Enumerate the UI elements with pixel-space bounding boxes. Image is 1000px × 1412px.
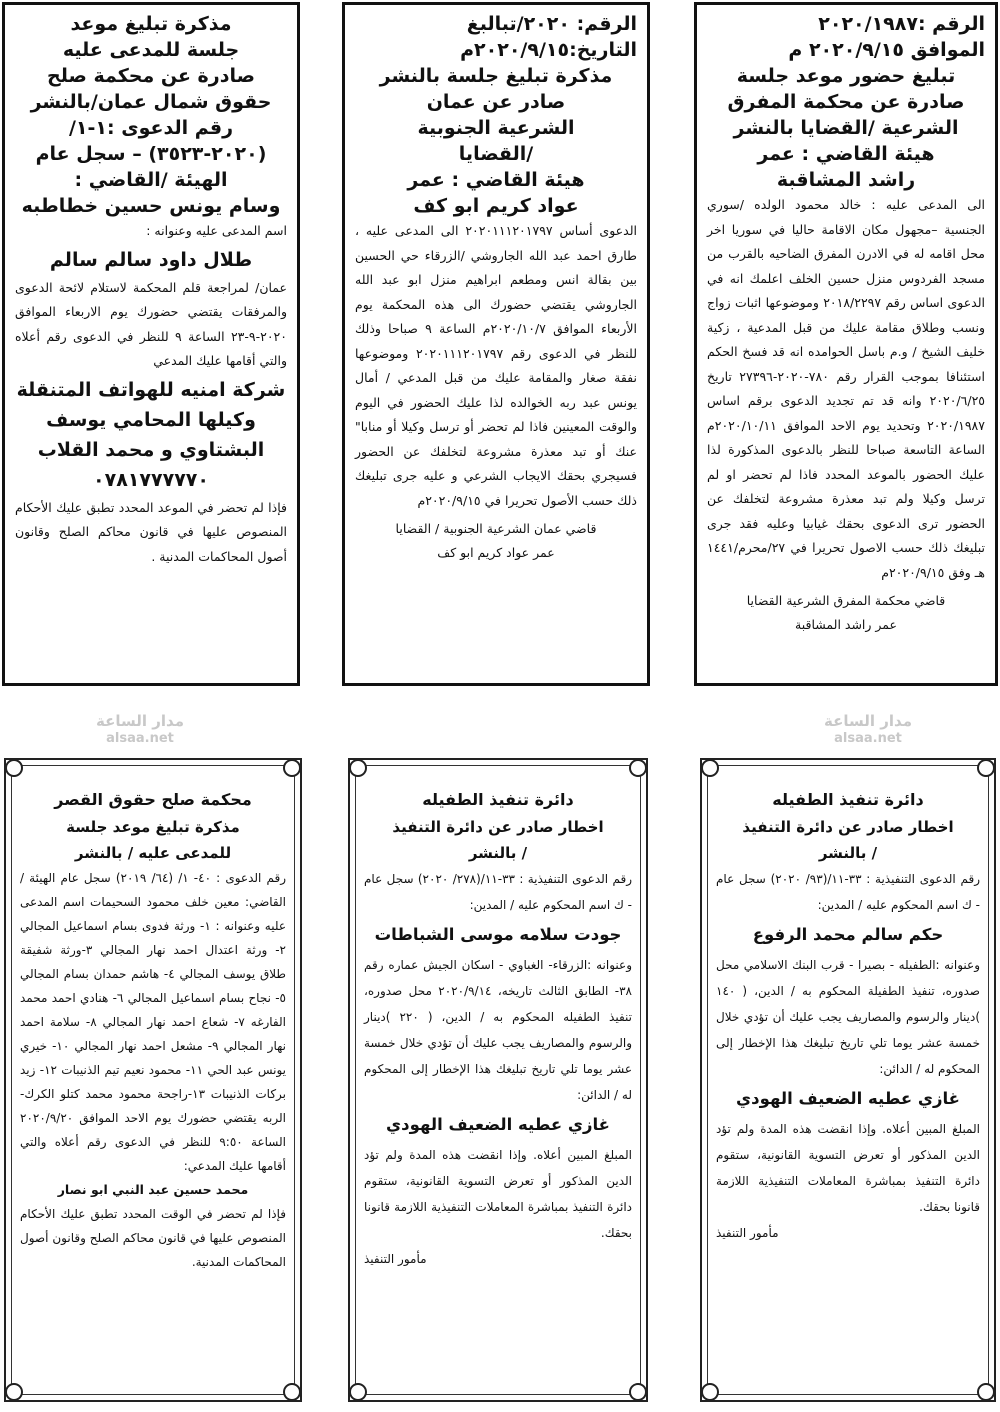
frame-corner — [5, 1383, 23, 1401]
plaintiff-name: محمد حسين عبد النبي ابو نصار — [57, 1182, 249, 1197]
frame-corner — [977, 759, 995, 777]
watermark-url: alsaa.net — [106, 731, 174, 746]
notice-date: الموافق ٢٠٢٠/٩/١٥ م — [788, 39, 985, 61]
creditor-name: غازي عطيه الضعيف الهودي — [736, 1089, 960, 1108]
notice-court-dept: حقوق شمال عمان/بالنشر — [30, 91, 272, 113]
notice-body-2: وعنوانه :الطفيله - بصيرا - قرب البنك الاسلامي محل صدوره، تنفيذ الطفيلة المحكوم به / الدين، ( ١٤٠ )دينار والرسوم والمصاريف يجب عليك أن تؤدي خلال خمسة عشر يوما تلي تاريخ تبليغك هذا الإخطار إلى المحكوم له / الدائن: — [716, 958, 980, 1076]
notice-court: صادرة عن محكمة المفرق — [727, 91, 965, 113]
notice-judge-label: الهيئة /القاضي : — [74, 169, 228, 191]
notice-case-register: (٢٠٢٠-٣٥٢٣) – سجل عام — [35, 143, 267, 165]
notice-tafileh-execution-1 — [700, 758, 996, 1402]
frame-corner — [977, 1383, 995, 1401]
phone-number: ٠٧٨١٧٧٧٧٧٠ — [93, 468, 209, 491]
notice-body: رقم الدعوى التنفيذية : ٣٣-١١/(٢٧٨/ ٢٠٢٠) سجل عام - ك اسم المحكوم عليه / المدين: — [364, 872, 633, 912]
frame-corner — [5, 759, 23, 777]
notice-title-line2: جلسة للمدعى عليه — [62, 39, 240, 61]
notice-judge-label: هيئة القاضي : عمر — [757, 143, 935, 165]
notice-title: مذكرة تبليغ جلسة بالنشر — [379, 65, 613, 87]
notice-mafraq-sharia — [694, 2, 998, 686]
watermark — [80, 712, 200, 748]
notice-title: مذكرة تبليغ موعد جلسة — [66, 818, 240, 836]
notice-closing: المبلغ المبين أعلاه. وإذا انقضت هذه المدة ولم تؤد الدين المذكور أو تعرض التسوية القانونية، ستقوم دائرة التنفيذ بمباشرة المعاملات التنفيذية اللازمة قانونا بحقك. — [716, 1122, 980, 1214]
notice-subtitle: اخطار صادر عن دائرة التنفيذ — [392, 818, 604, 836]
watermark-text: مدار الساعة — [824, 712, 912, 730]
notice-closing: فإذا لم تحضر في الوقت المحدد تطبق عليك الأحكام المنصوص عليها في قانون محاكم الصلح وقانون أصول المحاكمات المدنية. — [20, 1207, 286, 1269]
frame-corner — [283, 759, 301, 777]
notice-signature: قاضي محكمة المفرق الشرعية القضايا — [746, 593, 946, 608]
defendant-label: اسم المدعى عليه وعنوانه : — [146, 223, 287, 238]
notice-body: الى المدعى عليه : خالد محمود الولده /سوري الجنسية –مجهول مكان الاقامة حاليا في سوريا اخر محل اقامه له في الادرن المفرق الضاحيه بالقرب من مسجد الفردوس منزل حسين الخلف اعلمك انه في الدعوى اساس رقم ٢٠١٨/٢٢٩٧ وموضوعها اثبات زواج ونسب وطلاق مقامة عليك من قبل المدعية ، زكية خليف الشيخ / و.م باسل الحوامده انه قد فسخ الحكم استئنافا بموجب القرار رقم ٧٨٠-٢٠٢٠-٢٧٣٩٦ تاريخ ٢٠٢٠/٦/٢٥ وانه قد تم تجديد الدعوى برقم اساس ٢٠٢٠/١٩٨٧ وتحديد يوم الاحد الموافق ٢٠٢٠/١٠/١١م الساعة التاسعة صباحا للنظر بالدعوى المذكورة لذا عليك الحضور بالموعد المحدد فاذا لم تحضر او لم ترسل وكيلا ولم تبد معذرة مشروعة لتخلفك عن الحضور ترى الدعوى بحقك غيابيا وعليه فقد جرى تبليغك ذلك حسب الاصول تحريرا في ٢٧/محرم/١٤٤١ هـ وفق ٢٠٢٠/٩/١٥م — [707, 197, 985, 580]
notice-closing: المبلغ المبين أعلاه. وإذا انقضت هذه المدة ولم تؤد الدين المذكور أو تعرض التسوية القانونية، ستقوم دائرة التنفيذ بمباشرة المعاملات التنفيذية اللازمة قانونا بحقك. — [364, 1148, 632, 1240]
notice-court: محكمة صلح حقوق القصر — [54, 790, 252, 809]
notice-court: صادر عن عمان — [426, 91, 566, 113]
plaintiff-lawyer: وكيلها المحامي يوسف — [46, 408, 256, 431]
notice-signature-name: عمر راشد المشاقبة — [795, 617, 897, 632]
frame-corner — [629, 1383, 647, 1401]
notice-court-section: /القضايا — [458, 143, 534, 165]
notice-title-line2: للمدعى عليه / بالنشر — [74, 844, 232, 862]
notice-number: الرقم :٢٠٢٠/١٩٨٧ — [818, 13, 985, 35]
notice-judge-name: عواد كريم ابو كف — [413, 195, 579, 217]
officer-signature: مأمور التنفيذ — [364, 1252, 427, 1266]
notice-subtitle: اخطار صادر عن دائرة التنفيذ — [742, 818, 954, 836]
notice-body: رقم الدعوى التنفيذية : ٣٣-١١/(٩٣/ ٢٠٢٠) سجل عام - ك اسم المحكوم عليه / المدين: — [716, 872, 981, 912]
frame-corner — [701, 759, 719, 777]
notice-judge-name: وسام يونس حسين خطاطبه — [21, 195, 281, 217]
notice-north-amman-magistrate — [2, 2, 300, 686]
frame-corner — [349, 1383, 367, 1401]
officer-signature: مأمور التنفيذ — [716, 1226, 779, 1240]
notice-title: تبليغ حضور موعد جلسة — [736, 65, 956, 87]
notice-court-dept: الشرعية الجنوبية — [417, 117, 575, 139]
watermark — [808, 712, 928, 748]
notice-signature: قاضي عمان الشرعية الجنوبية / القضايا — [395, 521, 597, 536]
notice-body-2: وعنوانه :الزرقاء- الغباوي - اسكان الجيش عماره رقم ٣٨- الطابق الثالث تاريخه، ٢٠٢٠/٩/١٤ محل صدوره، تنفيذ الطفيله المحكوم به / الدين، ( ٢٢٠ )دينار والرسوم والمصاريف يجب عليك أن تؤدي خلال خمسة عشر يوما تلي تاريخ تبليغك هذا الإخطار إلى المحكوم له / الدائن: — [364, 958, 632, 1102]
frame-corner — [349, 759, 367, 777]
notice-qasr-magistrate — [4, 758, 302, 1402]
notice-tafileh-execution-2 — [348, 758, 648, 1402]
plaintiff-lawyer-names: البشتاوي و محمد القلاب — [37, 438, 265, 461]
notice-number: الرقم: ٢٠٢٠/تبالبغ — [466, 13, 637, 35]
watermark-url: alsaa.net — [834, 731, 902, 746]
notice-title: دائرة تنفيذ الطفيله — [422, 790, 574, 809]
notice-closing: فإذا لم تحضر في الموعد المحدد تطبق عليك الأحكام المنصوص عليها في قانون محاكم الصلح وقانون أصول المحاكمات المدنية . — [15, 499, 287, 564]
notice-title: مذكرة تبليغ موعد — [70, 13, 232, 35]
creditor-name: غازي عطيه الضعيف الهودي — [386, 1115, 610, 1134]
notice-title: دائرة تنفيذ الطفيله — [772, 790, 924, 809]
notice-signature-name: عمر عواد كريم ابو كف — [437, 545, 555, 560]
notice-date: التاريخ:٢٠٢٠/٩/١٥م — [460, 39, 637, 61]
frame-corner — [701, 1383, 719, 1401]
notice-court: صادرة عن محكمة صلح — [47, 65, 255, 87]
frame-corner — [629, 759, 647, 777]
plaintiff-name: شركة امنيه للهواتف المتنقلة — [16, 378, 286, 401]
notice-body: الدعوى أساس ٢٠٢٠١١١٢٠١٧٩٧ الى المدعى عليه ، طارق احمد عبد الله الجاروشي /الزرقاء حي الحسين بين بقالة انس ومطعم ابراهيم منزل ابو عبد الله الجاروشي يقتضي حضورك الى هذه المحكمة يوم الأربعاء الموافق ٢٠٢٠/١٠/٧م الساعة ٩ صباحا وذلك للنظر في الدعوى رقم ٢٠٢٠١١١٢٠١٧٩٧ وموضوعها نفقة صغار والمقامة عليك من قبل المدعي / أمال يونس عبد ربه الخوالده لذا عليك الحضور في اليوم والوقت المعينين فاذا لم تحضر أو ترسل وكيلا أو منابا" عنك أو تبد معذرة مشروعة لتخلفك عن الحضور فسيجري بحقك الايجاب الشرعي و عليه جرى تبليغك ذلك حسب الأصول تحريرا في ٢٠٢٠/٩/١٥م — [355, 223, 638, 508]
notice-judge-name: راشد المشاقبة — [776, 169, 916, 191]
notice-body: عمان/ لمراجعة قلم المحكمة لاستلام لائحة الدعوى والمرفقات يقتضي حضورك يوم الاربعاء الموافق ٢٠٢٠-٩-٢٣ الساعة ٩ للنظر في الدعوى رقم أعلاه والتي أقامها عليك المدعي — [15, 279, 287, 368]
notice-judge-label: هيئة القاضي : عمر — [407, 169, 585, 191]
notice-subtitle-line2: / بالنشر — [818, 844, 878, 862]
debtor-name: جودت سلامه موسى الشباطات — [374, 925, 622, 944]
notice-body: رقم الدعوى : ٤٠- ١/ (٦٤/ ٢٠١٩) سجل عام الهيئة / القاضي: معين خلف محمود السحيمات اسم المدعى عليه وعنوانه : ١- ورثة فدوى بسام اسماعيل المجالي ٢- ورثة اعتدال احمد نهار المجالي ٣-ورثة شفيقة طلاق يوسف المجالي ٤- هاشم حمدان بسام المجالي ٥- نجاح بسام اسماعيل المجالي ٦- هنادي احمد محمد الفارغه ٧- شعاع احمد نهار المجالي ٨- سلامة احمد نهار المجالي ٩- مشعل احمد نهار المجالي ١٠- خيري يونس عبد الحي ١١- محمود نعيم تيم الذنيبات ١٢- زيد بركات الذنيبات ١٣-راجحة محمود محمد كتلو الكرك- الربه يقتضي حضورك يوم الاحد الموافق ٢٠٢٠/٩/٢٠ الساعة ٩:٥٠ للنظر في الدعوى رقم أعلاه والتي أقامها عليك المدعي: — [20, 871, 287, 1173]
watermark-text: مدار الساعة — [96, 712, 184, 730]
debtor-name: حكم سالم محمد الرفوع — [752, 925, 944, 944]
notice-court-dept: الشرعية /القضايا بالنشر — [733, 117, 959, 139]
notice-case-number: رقم الدعوى :١-١/ — [68, 117, 234, 139]
defendant-name: طلال داود سالم سالم — [49, 248, 253, 271]
notice-subtitle-line2: / بالنشر — [468, 844, 528, 862]
frame-corner — [283, 1383, 301, 1401]
notice-amman-south-sharia — [342, 2, 650, 686]
